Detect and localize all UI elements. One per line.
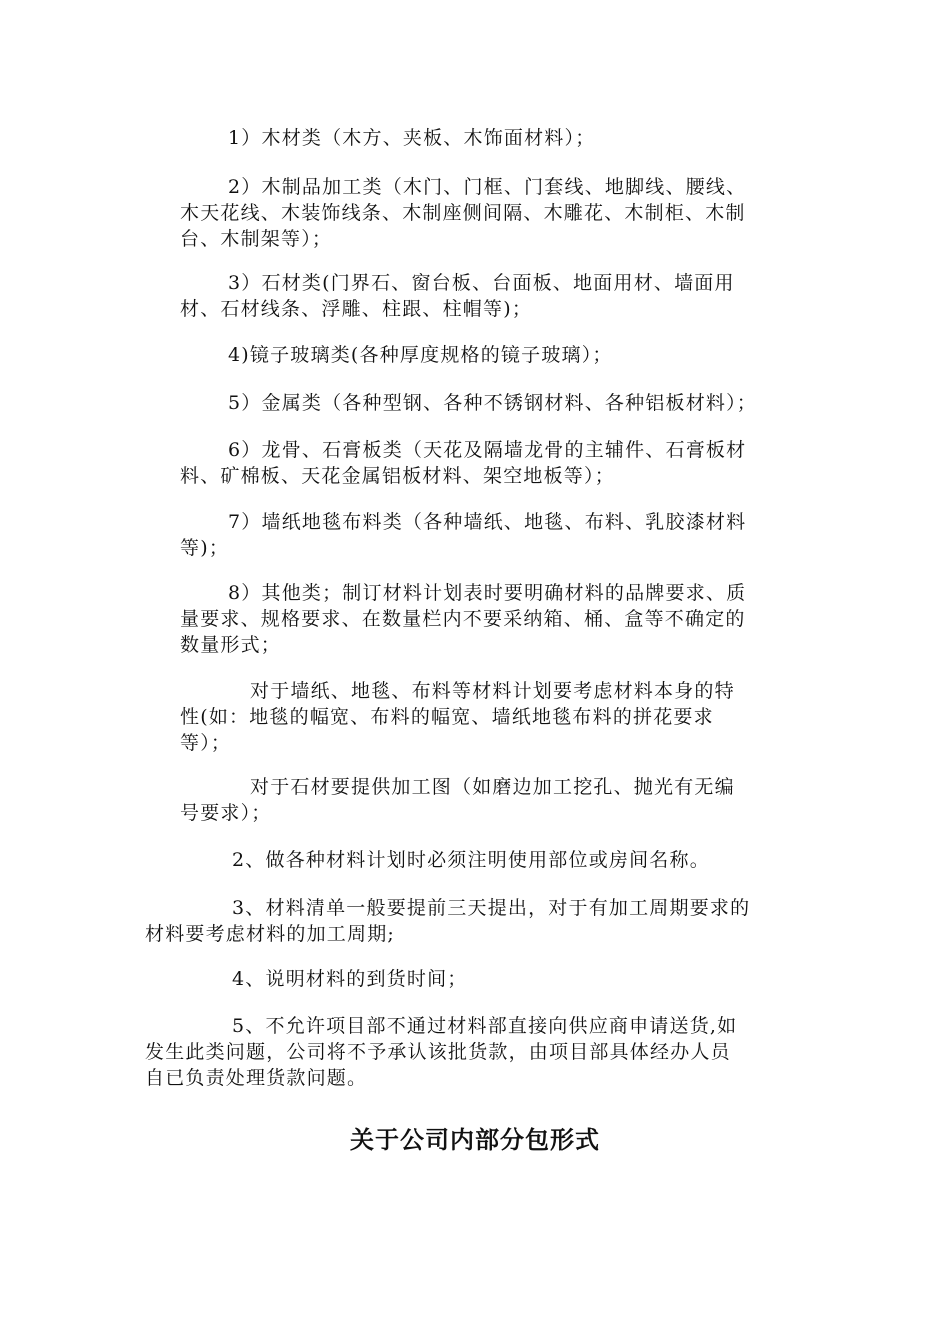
text-line: 自已负责处理货款问题。 [145,1067,368,1089]
text-line: 3、材料清单一般要提前三天提出，对于有加工周期要求的 [232,897,751,919]
text-line: 对于石材要提供加工图（如磨边加工挖孔、抛光有无编 [250,776,735,798]
paragraph-wallpaper-plan [180,678,735,756]
text-line: 等）； [180,732,232,754]
text-line: 量要求、规格要求、在数量栏内不要采纳箱、桶、盒等不确定的 [180,608,746,630]
paragraph-metal [228,390,757,416]
text-line: 发生此类问题，公司将不予承认该批货款，由项目部具体经办人员 [145,1041,731,1063]
text-line: 1）木材类（木方、夹板、木饰面材料）； [228,127,596,149]
text-line: 料、矿棉板、天花金属铝板材料、架空地板等）； [180,465,615,487]
text-line: 5、不允许项目部不通过材料部直接向供应商申请送货,如 [232,1015,738,1037]
text-line: 数量形式； [180,634,282,656]
text-line: 号要求）； [180,802,272,824]
text-line: 材料要考虑材料的加工周期; [145,923,396,945]
section-heading: 关于公司内部分包形式 [350,1126,600,1154]
text-line: 2、做各种材料计划时必须注明使用部位或房间名称。 [232,849,710,871]
text-line: 木天花线、木装饰线条、木制座侧间隔、木雕花、木制柜、木制 [180,202,746,224]
text-line: 对于墙纸、地毯、布料等材料计划要考虑材料本身的特 [250,680,735,702]
paragraph-keel-gypsum [180,437,746,489]
paragraph-stone-drawing [180,774,735,826]
paragraph-mirror-glass [228,342,613,368]
paragraph-stone-materials [180,270,735,322]
paragraph-wood-materials [228,125,595,151]
text-line: 材、石材线条、浮雕、柱跟、柱帽等)； [180,298,533,320]
paragraph-others [180,580,746,658]
text-line: 7）墙纸地毯布料类（各种墙纸、地毯、布料、乳胶漆材料 [228,511,747,533]
text-line: 5）金属类（各种型钢、各种不锈钢材料、各种铝板材料）； [228,392,757,414]
text-line: 2）木制品加工类（木门、门框、门套线、地脚线、腰线、 [228,176,747,198]
text-line: 8）其他类；制订材料计划表时要明确材料的品牌要求、质 [228,582,747,604]
text-line: 4)镜子玻璃类(各种厚度规格的镜子玻璃）； [228,344,613,366]
text-line: 等)； [180,537,230,559]
paragraph-wallpaper-carpet [180,509,746,561]
text-line: 3）石材类(门界石、窗台板、台面板、地面用材、墙面用 [228,272,735,294]
text-line: 6）龙骨、石膏板类（天花及隔墙龙骨的主辅件、石膏板材 [228,439,747,461]
paragraph-arrival-time [232,966,468,992]
text-line: 4、说明材料的到货时间； [232,968,468,990]
paragraph-wood-products [180,174,746,252]
text-line: 台、木制架等）； [180,228,333,250]
paragraph-usage-location [232,847,710,873]
paragraph-three-days [145,895,750,947]
text-line: 性(如：地毯的幅宽、布料的幅宽、墙纸地毯布料的拼花要求 [180,706,714,728]
paragraph-no-direct-order [145,1013,737,1091]
